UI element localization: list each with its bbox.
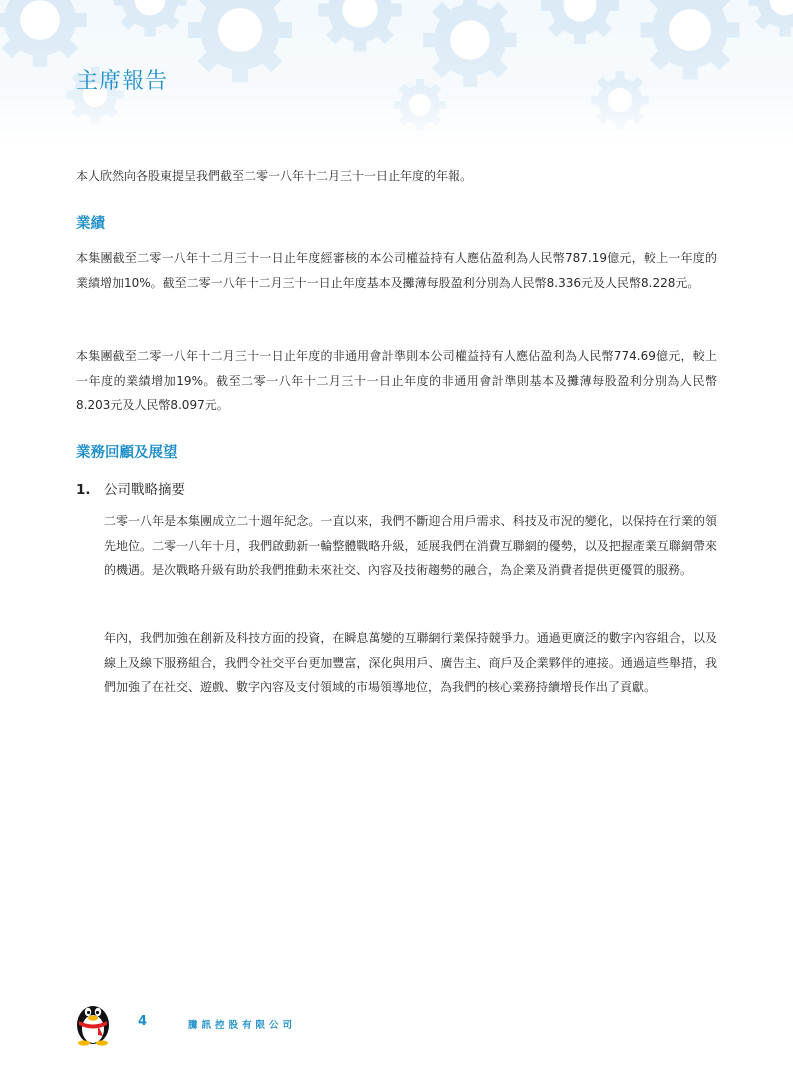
strategy-paragraph-2: 年內，我們加強在創新及科技方面的投資，在瞬息萬變的互聯網行業保持競爭力。通過更廣泛的數字內容組合，以及線上及線下服務組合，我們令社交平台更加豐富，深化與用戶、廣告主、商戶及企業夥伴的連接。通過這些舉措，我們加強了在社交、遊戲、數字內容及支付領域的市場領導地位，為我們的核心業務持續增長作出了貢獻。 — [104, 631, 717, 694]
subheading-text: 公司戰略摘要 — [104, 482, 185, 498]
review-heading: 業務回顧及展望 — [76, 445, 178, 461]
penguin-logo-icon — [72, 998, 114, 1046]
subheading-number: 1. — [76, 482, 91, 498]
results-heading: 業績 — [76, 216, 105, 232]
results-paragraph-1: 本集團截至二零一八年十二月三十一日止年度經審核的本公司權益持有人應佔盈利為人民幣787.19億元，較上一年度的業績增加10%。截至二零一八年十二月三十一日止年度基本及攤薄每股盈利分別為人民幣8.336元及人民幣8.228元。 — [76, 251, 717, 290]
intro-paragraph: 本人欣然向各股東提呈我們截至二零一八年十二月三十一日止年度的年報。 — [76, 169, 473, 183]
page-title: 主席報告 — [76, 69, 169, 94]
page-number: 4 — [138, 1014, 148, 1029]
strategy-paragraph-1: 二零一八年是本集團成立二十週年紀念。一直以來，我們不斷迎合用戶需求、科技及市況的變化，以保持在行業的領先地位。二零一八年十月，我們啟動新一輪整體戰略升級，延展我們在消費互聯網的優勢，以及把握產業互聯網帶來的機遇。是次戰略升級有助於我們推動未來社交、內容及技術趨勢的融合，為企業及消費者提供更優質的服務。 — [104, 514, 717, 577]
results-paragraph-2: 本集團截至二零一八年十二月三十一日止年度的非通用會計準則本公司權益持有人應佔盈利為人民幣774.69億元，較上一年度的業績增加19%。截至二零一八年十二月三十一日止年度的非通用會計準則基本及攤薄每股盈利分別為人民幣8.203元及人民幣8.097元。 — [76, 349, 717, 412]
strategy-subheading — [76, 478, 185, 498]
company-name: 騰訊控股有限公司 — [188, 1020, 297, 1031]
